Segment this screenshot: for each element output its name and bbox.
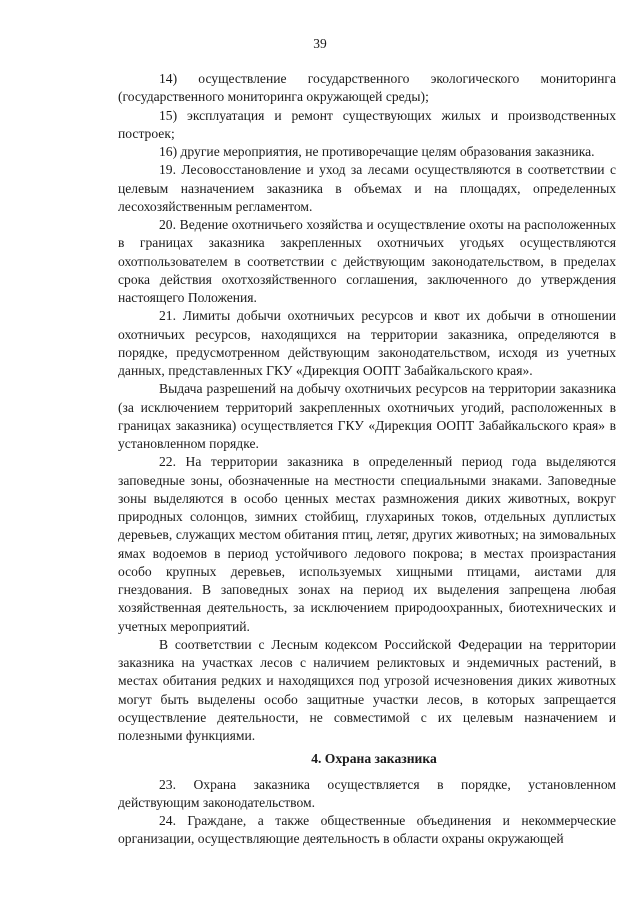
paragraph-19: 19. Лесовосстановление и уход за лесами осуществляются в соответствии с целевым назначением заказника в объемах и на площадях, определенных лесохозяйственным регламентом. — [118, 162, 616, 214]
paragraph-item-15: 15) эксплуатация и ремонт существующих жилых и производственных построек; — [118, 107, 616, 141]
paragraph-item-14: 14) осуществление государственного экологического мониторинга (государственного мониторинга окружающей среды); — [118, 71, 616, 105]
paragraph-24: 24. Граждане, а также общественные объединения и некоммерческие организации, осуществляющие деятельность в области охраны окружающей — [118, 813, 616, 847]
paragraph-23: 23. Охрана заказника осуществляется в порядке, установленном действующим законодательством. — [118, 776, 616, 810]
document-body — [118, 70, 616, 849]
paragraph-22-continuation: В соответствии с Лесным кодексом Российской Федерации на территории заказника на участках лесов с наличием реликтовых и эндемичных растений, в местах обитания редких и находящихся под угрозой исчезновения диких животных могут быть выделены особо защитные участки лесов, в которых запрещается осуществление деятельности, не совместимой с их целевым назначением и полезными функциями. — [118, 636, 616, 743]
paragraph-22: 22. На территории заказника в определенный период года выделяются заповедные зоны, обозначенные на местности специальными знаками. Заповедные зоны выделяются в особо ценных местах размножения диких животных, вокруг природных солонцов, зимних стойбищ, глухариных токов, отдельных дуплистых деревьев, служащих местом обитания птиц, летяг, других животных; на зимовальных ямах водоемов в период устойчивого ледового покрова; в местах произрастания особо крупных деревьев, используемых хищными птицами, аистами для гнездования. В заповедных зонах на период их выделения запрещена любая хозяйственная деятельность, за исключением природоохранных, биотехнических и учетных мероприятий. — [118, 454, 616, 634]
paragraph-item-16: 16) другие мероприятия, не противоречащие целям образования заказника. — [159, 144, 595, 159]
paragraph-20: 20. Ведение охотничьего хозяйства и осуществление охоты на расположенных в границах заказника закрепленных охотничьих угодьях осуществляются охотпользователем в соответствии с действующим законодательством, в пределах срока действия охотхозяйственного соглашения, заключенного до утверждения настоящего Положения. — [118, 217, 616, 305]
paragraph-21: 21. Лимиты добычи охотничьих ресурсов и квот их добычи в отношении охотничьих ресурсов, находящихся на территории заказника, определяются в порядке, предусмотренном действующим законодательством, исходя из учетных данных, представленных ГКУ «Дирекция ООПТ Забайкальского края». — [118, 308, 616, 378]
page-number: 39 — [313, 36, 327, 51]
section-heading: 4. Охрана заказника — [311, 751, 437, 767]
paragraph-21-continuation: Выдача разрешений на добычу охотничьих ресурсов на территории заказника (за исключением территорий закрепленных охотничьих угодий, расположенных в границах заказника) осуществляется ГКУ «Дирекция ООПТ Забайкальского края» в установленном порядке. — [118, 381, 616, 451]
